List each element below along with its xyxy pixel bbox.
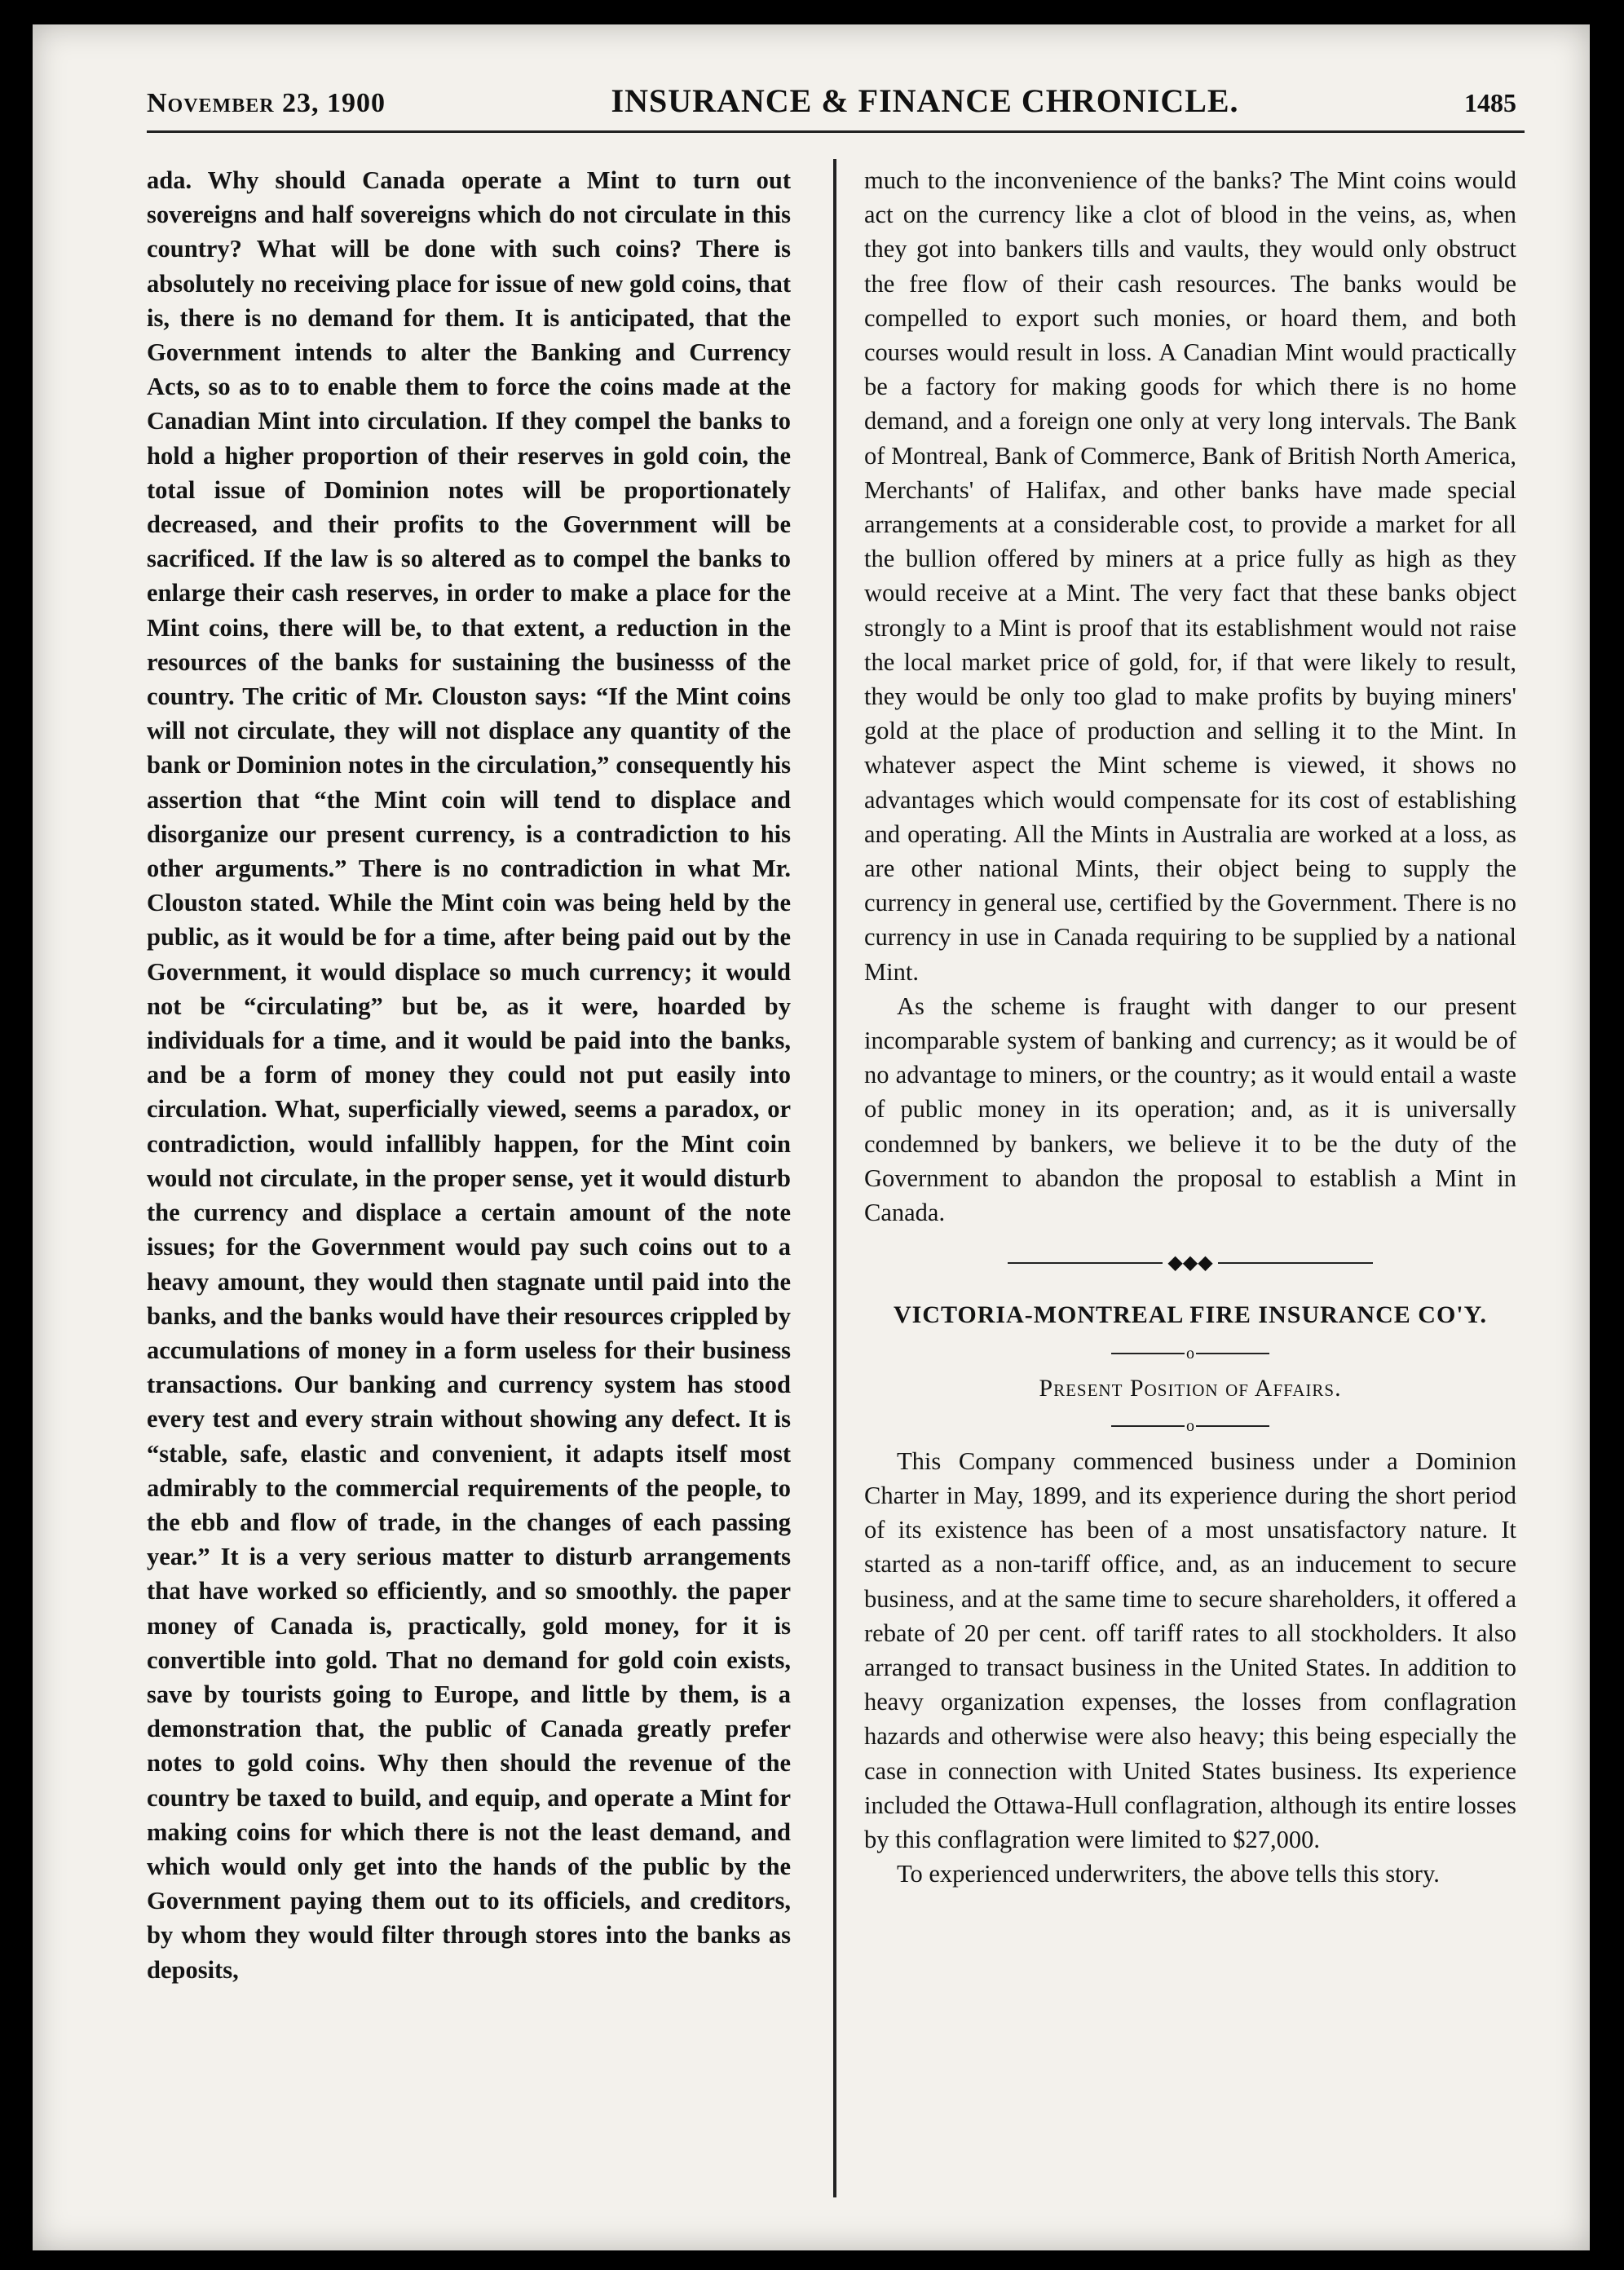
running-head [147,82,1516,130]
column-divider [833,159,836,2197]
section-heading: VICTORIA-MONTREAL FIRE INSURANCE CO'Y. [893,1301,1488,1329]
article-paragraph: ada. Why should Canada operate a Mint to turn out sovereigns and half sovereigns which do not circulate in this country? What will be done with such coins? There is absolutely no receiving place for issue of new gold coins, that is, there is no demand for them. It is anticipated, that the Government intends to alter the Banking and Currency Acts, so as to to enable them to force the coins made at the Canadian Mint into circulation. If they compel the banks to hold a higher proportion of their reserves in gold coin, the total issue of Dominion notes will be proportionately decreased, and their profits to the Government will be sacrificed. If the law is so altered as to compel the banks to enlarge their cash reserves, in order to make a place for the Mint coins, there will be, to that extent, a reduction in the resources of the banks for sustaining the businesss of the country. The critic of Mr. Clouston says: “If the Mint coins will not circulate, they will not displace any quantity of the bank or Dominion notes in the circulation,” consequently his assertion that “the Mint coin will tend to displace and disorganize our present currency, is a contradiction to his other arguments.” There is no contradiction in what Mr. Clouston stated. While the Mint coin was being held by the public, as it would be for a time, after being paid out by the Government, it would displace so much currency; it would not be “circulating” but be, as it were, hoarded by individuals for a time, and it would be paid into the banks, and be a form of money they could not put easily into circulation. What, superficially viewed, seems a paradox, or contradiction, would infallibly happen, for the Mint coin would not circulate, in the proper sense, yet it would disturb the currency and displace a certain amount of the note issues; for the Government would pay such coins out to a heavy amount, they would then stagnate until paid into the banks, and the banks would have their resources crippled by accumulations of money in a form useless for their business transactions. Our banking and currency system has stood every test and every strain without showing any defect. It is “stable, safe, elastic and convenient, it adapts itself most admirably to the commercial requirements of the people, to the ebb and flow of trade, in the changes of each passing year.” It is a very serious matter to disturb arrangements that have worked so efficiently, and so smoothly. the paper money of Canada is, practically, gold money, for it is convertible into gold. That no demand for gold coin exists, save by tourists going to Europe, and little by them, is a demonstration that, the public of Canada greatly prefer notes to gold coins. Why then should the revenue of the country be taxed to build, and equip, and operate a Mint for making coins for which there is not the least demand, and which would only get into the hands of the public by the Government paying them out to its officiels, and creditors, by whom they would filter through stores into the banks as deposits, [147,166,791,1984]
page-number: 1485 [1464,88,1516,117]
publication-title: INSURANCE & FINANCE CHRONICLE. [611,82,1239,119]
article-paragraph: This Company commenced business under a Dominion Charter in May, 1899, and its experience during the short period of its existence has been of a most unsatisfactory nature. It started as a non-tariff office, and, as an inducement to secure business, and at the same time to secure shareholders, it offered a rebate of 20 per cent. off tariff rates to all stockholders. It also arranged to transact business in the United States. In addition to heavy organization expenses, the losses from conflagration hazards and otherwise were also heavy; this being especially the case in connection with United States business. Its experience included the Ottawa-Hull conflagration, although its entire losses by this conflagration were limited to $27,000. [864,1446,1516,1853]
issue-date: November 23, 1900 [147,88,386,118]
header-rule [147,130,1525,133]
article-paragraph: To experienced underwriters, the above tells this story. [897,1860,1440,1888]
left-column [147,163,791,1987]
small-rule: o [864,1343,1516,1362]
sub-heading: Present Position of Affairs. [1039,1374,1342,1402]
article-paragraph: As the scheme is fraught with danger to our present incomparable system of banking and currency; as it would be of no advantage to miners, or the country; as it would entail a waste of public money in its operation; and, as it is universally condemned by bankers, we believe it to be the duty of the Government to abandon the proposal to establish a Mint in Canada. [864,991,1516,1227]
newspaper-page [33,24,1590,2250]
small-rule: o [864,1415,1516,1434]
right-column [864,163,1516,1891]
section-ornament: ◆◆◆ [864,1251,1516,1274]
article-paragraph: much to the inconvenience of the banks? The Mint coins would act on the currency like a clot of blood in the veins, as, when they got into bankers tills and vaults, they would only obstruct the free flow of their cash resources. The banks would be compelled to export such monies, or hoard them, and both courses would result in loss. A Canadian Mint would practically be a factory for making goods for which there is no home demand, and a foreign one only at very long intervals. The Bank of Montreal, Bank of Commerce, Bank of British North America, Merchants' of Halifax, and other banks have made special arrangements at a considerable cost, to provide a market for all the bullion offered by miners at a price fully as high as they would receive at a Mint. The very fact that these banks object strongly to a Mint is proof that its establishment would not raise the local market price of gold, for, if that were likely to result, they would be only too glad to make profits by buying miners' gold at the place of production and selling it to the Mint. In whatever aspect the Mint scheme is viewed, it shows no advantages which would compensate for its cost of establishing and operating. All the Mints in Australia are worked at a loss, as are other national Mints, their object being to supply the currency in general use, certified by the Government. There is no currency in use in Canada requiring to be supplied by a national Mint. [864,166,1516,986]
